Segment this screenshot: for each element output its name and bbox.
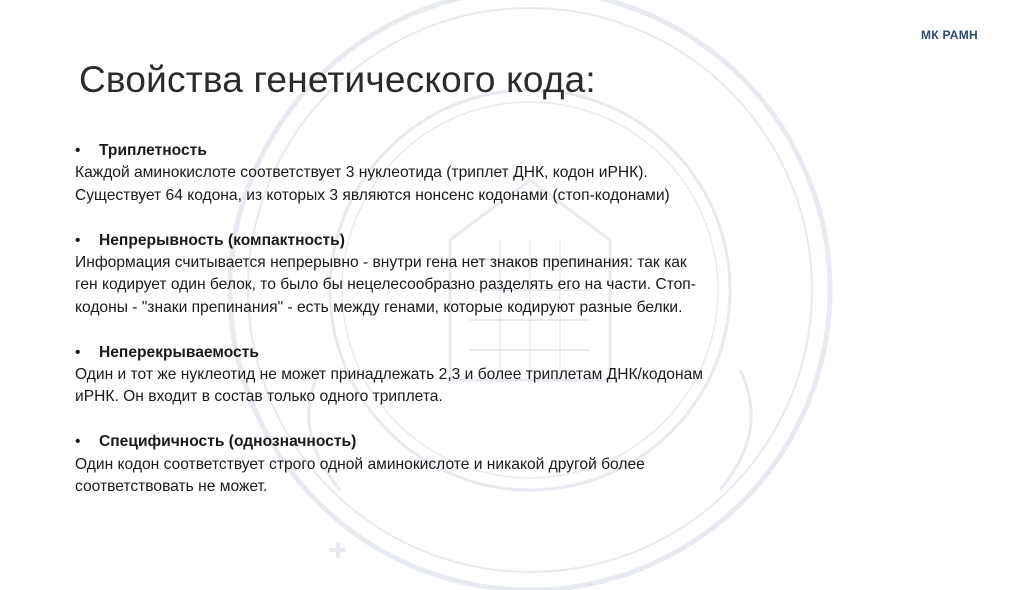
property-section <box>75 230 815 320</box>
property-heading-text: Триплетность <box>99 142 207 159</box>
property-heading <box>75 431 815 453</box>
slide-title: Свойства генетического кода: <box>79 59 596 100</box>
properties-list <box>75 140 815 521</box>
property-heading <box>75 140 815 162</box>
property-description-line: соответствовать не может. <box>75 478 268 496</box>
property-description-line: Каждой аминокислоте соответствует 3 нуклеотида (триплет ДНК, кодон иРНК). <box>75 164 648 182</box>
property-description-line: ген кодирует один белок, то было бы нецелесообразно разделять его на части. Стоп- <box>75 276 696 294</box>
bullet-icon: • <box>75 433 81 451</box>
bullet-icon: • <box>75 142 81 159</box>
property-heading-text: Непрерывность (компактность) <box>99 231 345 249</box>
property-heading-text: Неперекрываемость <box>99 343 259 361</box>
org-logo: МК РАМН <box>920 28 978 42</box>
bullet-icon: • <box>75 343 81 361</box>
property-heading <box>75 230 815 252</box>
property-description-line: иРНК. Он входит в состав только одного триплета. <box>75 388 443 406</box>
property-description-line: Один кодон соответствует строго одной аминокислоте и никакой другой более <box>75 455 645 473</box>
property-heading-text: Специфичность (однозначность) <box>99 433 357 451</box>
property-section <box>75 431 815 498</box>
bullet-icon: • <box>75 231 81 249</box>
property-description-line: кодоны - "знаки препинания" - есть между генами, которые кодируют разные белки. <box>75 298 683 316</box>
property-description-line: Один и тот же нуклеотид не может принадлежать 2,3 и более триплетам ДНК/кодонам <box>75 366 703 384</box>
property-description-line: Информация считывается непрерывно - внутри гена нет знаков препинания: так как <box>75 254 687 272</box>
property-heading <box>75 342 815 364</box>
property-section <box>75 342 815 409</box>
property-description-line: Существует 64 кодона, из которых 3 являются нонсенс кодонами (стоп-кодонами) <box>75 186 670 204</box>
property-section <box>75 140 815 207</box>
